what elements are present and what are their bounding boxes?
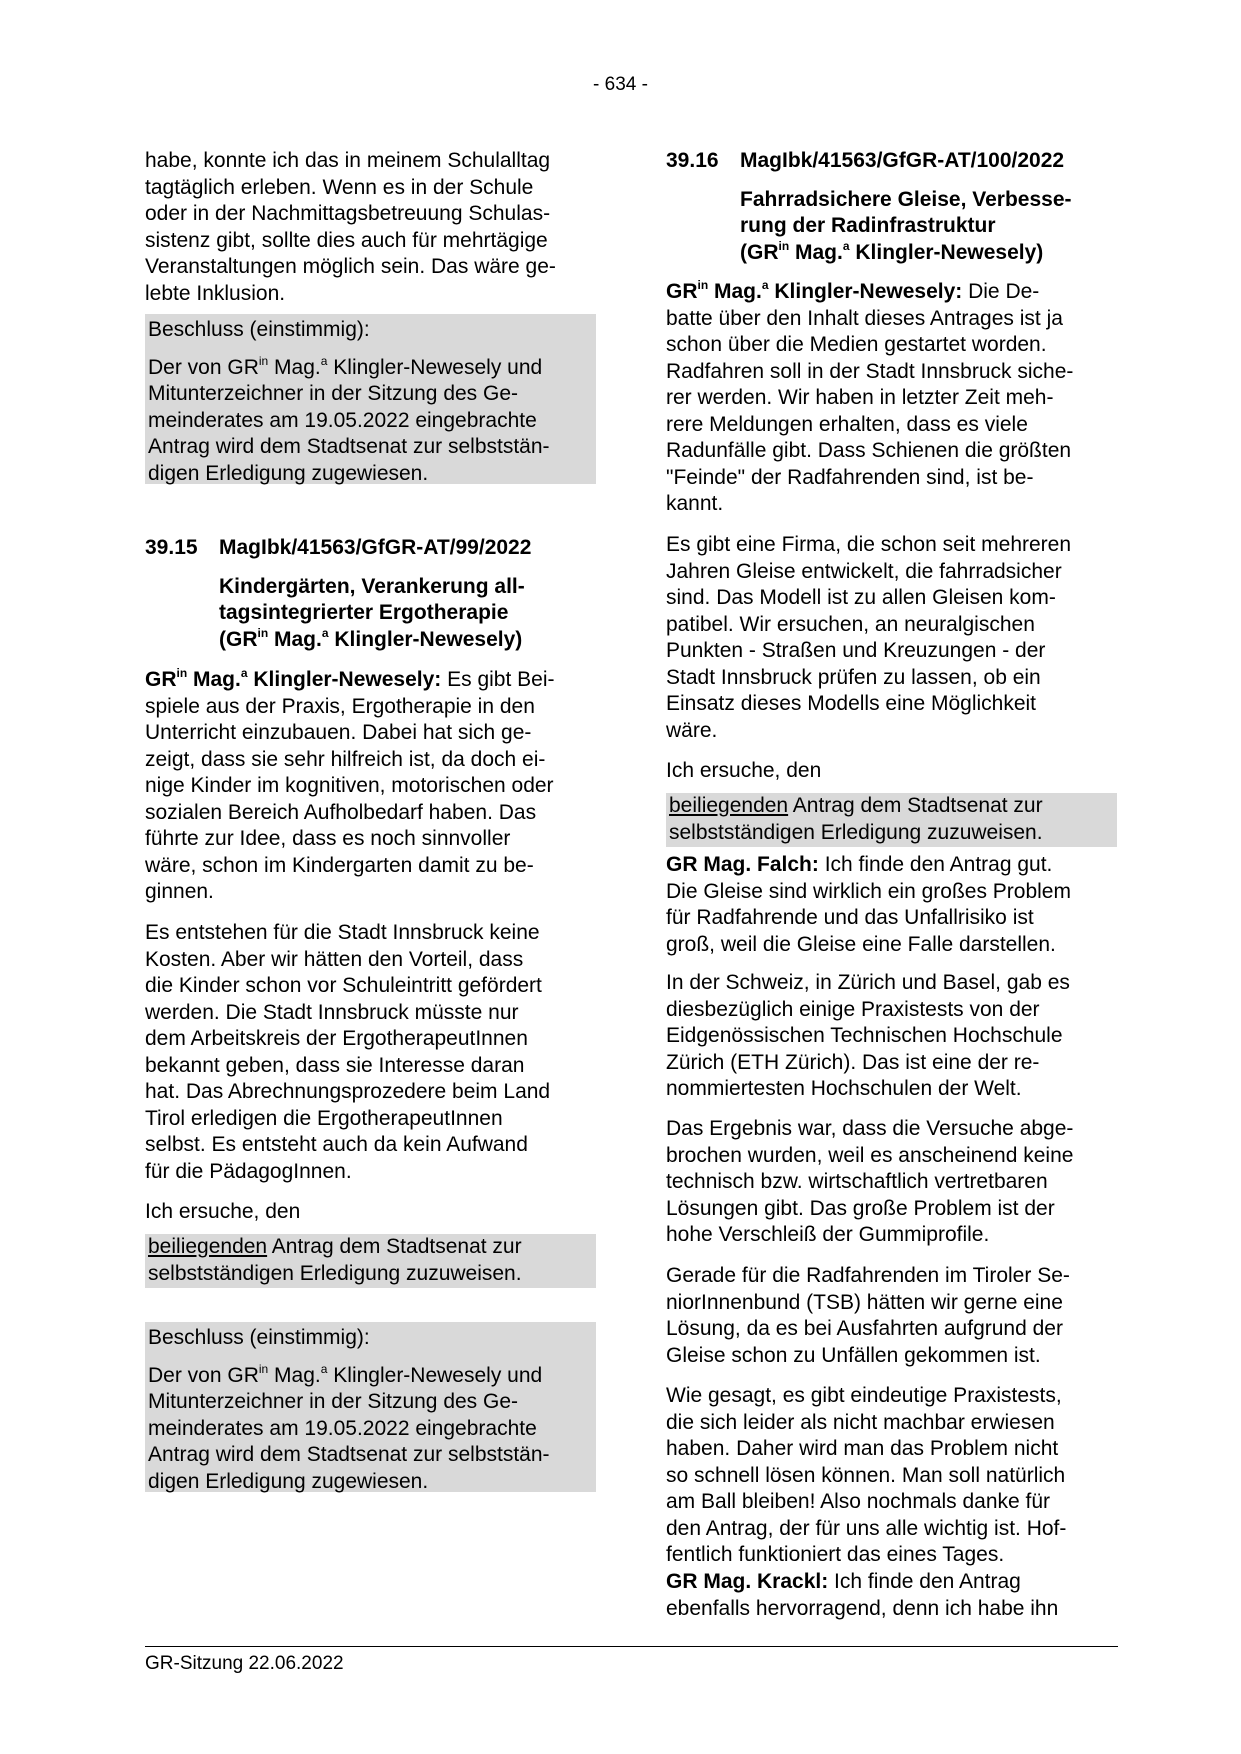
item-title: Kindergärten, Verankerung all- tagsintegrierter Ergotherapie ($GR^{in}$ Mag.$^a$ Klingler-Newesely) <box>219 574 525 651</box>
text-line: oder in der Nachmittagsbetreuung Schulas- <box>145 202 551 225</box>
speaker-name: GR Mag. Falch: <box>666 853 819 876</box>
request-intro: Ich ersuche, den <box>666 759 822 782</box>
speaker-name: $GR^{in}$ Mag.$^a$ Klingler-Newesely: <box>145 666 442 691</box>
paragraph-company: Es gibt eine Firma, die schon seit mehreren Jahren Gleise entwickelt, die fahrradsicher sind. Das Modell ist zu allen Gleisen kom- patibel. Wir ersuchen, an neuralgischen Punkten - Straßen und Kreuzungen - der Stadt Innsbruck prüfen zu lassen, ob ein Einsatz dieses Modells eine Möglichkeit wäre. <box>666 533 1072 742</box>
resolution-text: Der von $GR^{in}$ Mag.$^a$ Klingler-Newesely und Mitunterzeichner in der Sitzung des Ge- meinderates am 19.05.2022 eingebrachte Antrag wird dem Stadtsenat zur selbststän- digen Erledigung zugewiesen. <box>148 353 550 485</box>
motion-box: beiliegenden Antrag dem Stadtsenat zur selbstständigen Erledigung zuzuweisen. <box>666 793 1117 847</box>
paragraph-schweiz: In der Schweiz, in Zürich und Basel, gab es diesbezüglich einige Praxistests von der Eidgenössischen Technischen Hochschule Zürich (ETH Zürich). Das ist eine der re- nommiertesten Hochschulen der Welt. <box>666 971 1070 1100</box>
speech-falch: GR Mag. Falch: Ich finde den Antrag gut. Die Gleise sind wirklich ein großes Problem für Radfahrende und das Unfallrisiko ist groß, weil die Gleise eine Falle darstellen. <box>666 853 1071 956</box>
resolution-text: Der von $GR^{in}$ Mag.$^a$ Klingler-Newesely und Mitunterzeichner in der Sitzung des Ge- meinderates am 19.05.2022 eingebrachte Antrag wird dem Stadtsenat zur selbststän- digen Erledigung zugewiesen. <box>148 1361 550 1493</box>
speaker-name: $GR^{in}$ Mag.$^a$ Klingler-Newesely: <box>666 278 963 303</box>
speaker-name: GR Mag. Krackl: <box>666 1570 829 1593</box>
item-number: 39.15 <box>145 536 198 559</box>
motion-box: beiliegenden Antrag dem Stadtsenat zur selbstständigen Erledigung zuzuweisen. <box>145 1234 596 1288</box>
text-line: lebte Inklusion. <box>145 281 286 305</box>
intro-paragraph <box>145 148 596 307</box>
page-number: - 634 - <box>593 74 648 95</box>
request-intro: Ich ersuche, den <box>145 1200 301 1223</box>
paragraph-gesagt: Wie gesagt, es gibt eindeutige Praxistests, die sich leider als nicht machbar erwiesen haben. Daher wird man das Problem nicht so schnell lösen können. Man soll natürlich am Ball bleiben! Also nochmals danke für den Antrag, der für uns alle wichtig ist. Hof- fentlich funktioniert das eines Tages. <box>666 1384 1067 1566</box>
speech-klingler-newesely: $GR^{in}$ Mag.$^a$ Klingler-Newesely: Es gibt Bei- spiele aus der Praxis, Ergotherapie in den Unterricht einzubauen. Dabei hat sich ge- zeigt, dass sie sehr hilfreich ist, da doch ei- nige Kinder im kognitiven, motorischen oder sozialen Bereich Aufholbedarf haben. Das führte zur Idee, dass es noch sinnvoller wäre, schon im Kindergarten damit zu be- ginnen. <box>145 666 555 903</box>
text-line: tagtäglich erleben. Wenn es in der Schule <box>145 175 534 199</box>
item-code: MagIbk/41563/GfGR-AT/100/2022 <box>740 149 1065 172</box>
resolution-label: Beschluss (einstimmig): <box>148 1326 370 1349</box>
resolution-box <box>145 1322 596 1492</box>
footer-session-date: GR-Sitzung 22.06.2022 <box>145 1653 344 1674</box>
speech-klingler-newesely: $GR^{in}$ Mag.$^a$ Klingler-Newesely: Die De- batte über den Inhalt dieses Antrages ist ja schon über die Medien gestartet worden. Radfahren soll in der Stadt Innsbruck siche- rer werden. Wir haben in letzter Zeit meh- rere Meldungen erhalten, dass es viele Radunfälle gibt. Dass Schienen die größten "Feinde" der Radfahrenden sind, ist be- kannt. <box>666 278 1074 515</box>
paragraph-tsb: Gerade für die Radfahrenden im Tiroler Se- niorInnenbund (TSB) hätten wir gerne eine Lösung, da es bei Ausfahrten aufgrund der Gleise schon zu Unfällen gekommen ist. <box>666 1264 1070 1367</box>
item-code: MagIbk/41563/GfGR-AT/99/2022 <box>219 536 532 559</box>
agenda-item-39-16 <box>666 148 1117 266</box>
item-title: Fahrradsichere Gleise, Verbesse- rung der Radinfrastruktur ($GR^{in}$ Mag.$^a$ Klingler-Newesely) <box>740 187 1072 264</box>
resolution-box <box>145 314 596 484</box>
footer-divider <box>145 1646 1118 1647</box>
paragraph-ergebnis: Das Ergebnis war, dass die Versuche abge- brochen wurden, weil es anscheinend keine technisch bzw. wirtschaftlich vertretbaren Lösungen gibt. Das große Problem ist der hohe Verschleiß der Gummiprofile. <box>666 1117 1074 1246</box>
item-number: 39.16 <box>666 149 719 172</box>
agenda-item-39-15 <box>145 535 596 653</box>
text-line: sistenz gibt, sollte dies auch für mehrtägige <box>145 228 548 252</box>
resolution-label: Beschluss (einstimmig): <box>148 318 370 341</box>
speech-krackl: GR Mag. Krackl: Ich finde den Antrag ebenfalls hervorragend, denn ich habe ihn <box>666 1570 1059 1620</box>
paragraph-costs: Es entstehen für die Stadt Innsbruck keine Kosten. Aber wir hätten den Vorteil, dass die Kinder schon vor Schuleintritt gefördert werden. Die Stadt Innsbruck müsste nur dem Arbeitskreis der ErgotherapeutInnen bekannt geben, dass sie Interesse daran hat. Das Abrechnungsprozedere beim Land Tirol erledigen die ErgotherapeutInnen selbst. Es entsteht auch da kein Aufwand für die PädagogInnen. <box>145 921 551 1183</box>
text-line: habe, konnte ich das in meinem Schulalltag <box>145 149 551 172</box>
text-line: Veranstaltungen möglich sein. Das wäre ge- <box>145 255 556 278</box>
